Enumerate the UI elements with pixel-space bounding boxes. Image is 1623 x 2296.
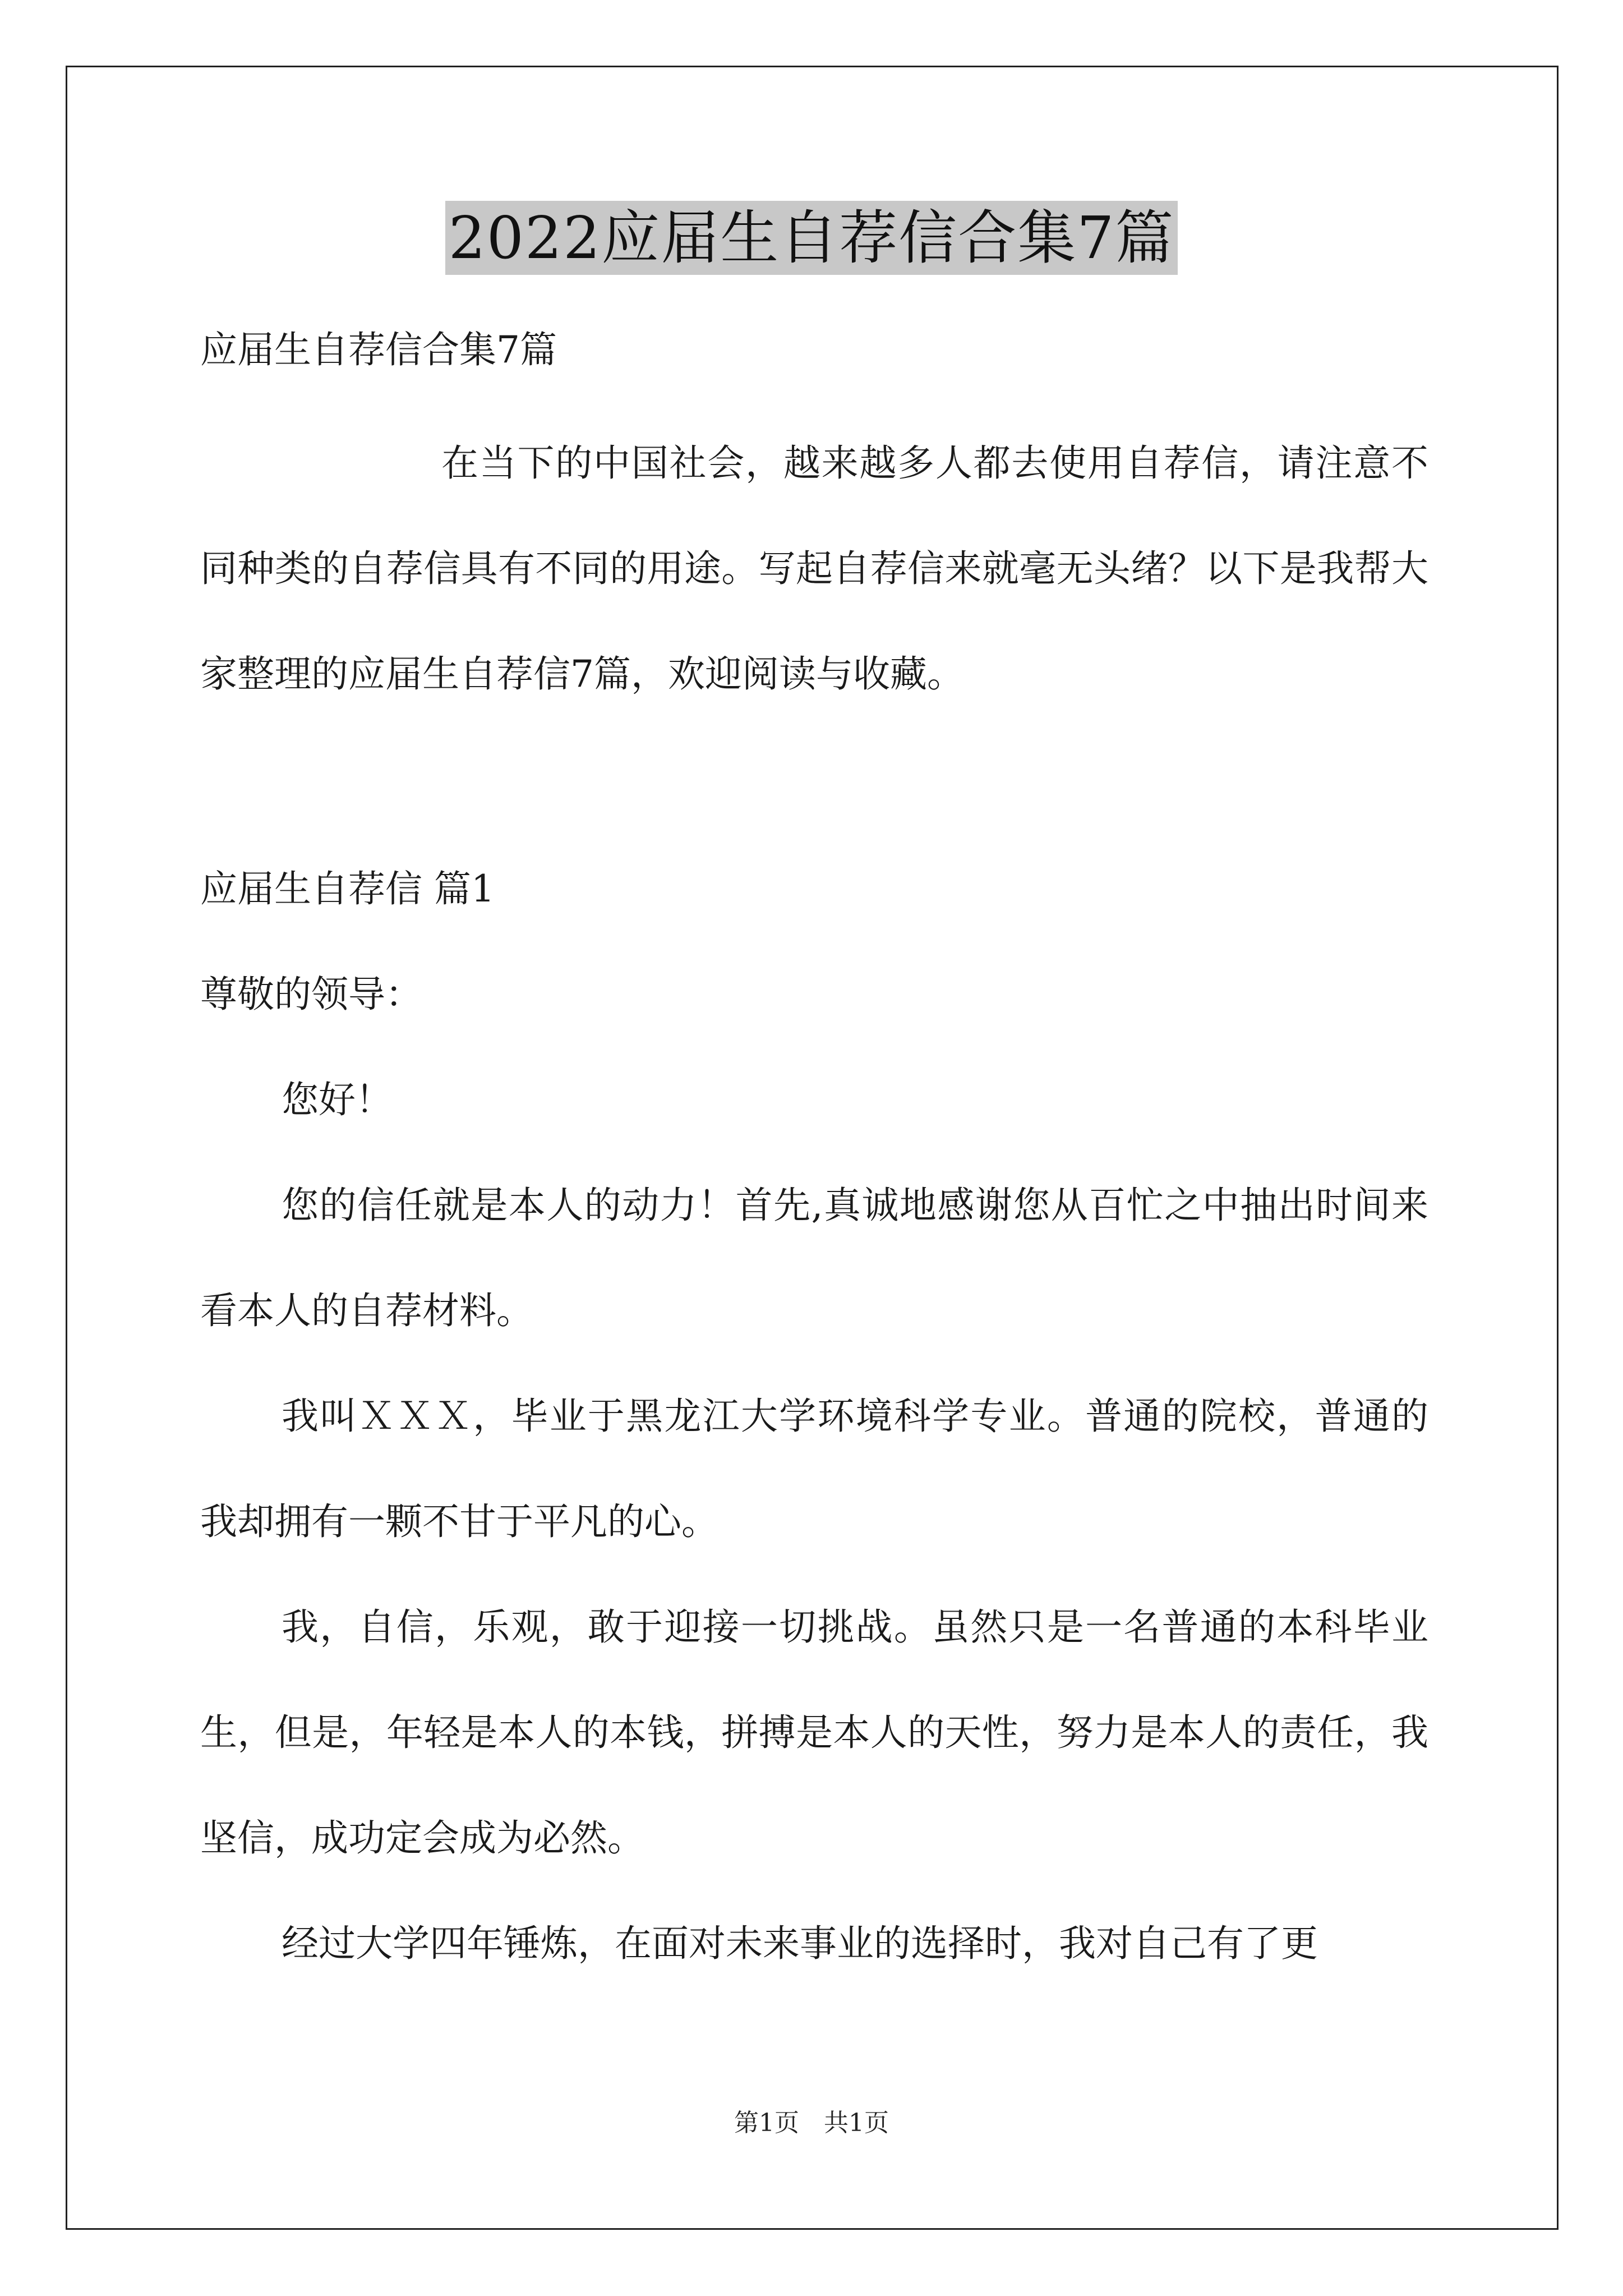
body-paragraph: 我叫ＸＸＸ，毕业于黑龙江大学环境科学专业。普通的院校，普通的我却拥有一颗不甘于平凡的心。 — [200, 1395, 1428, 1543]
title-container — [0, 201, 1623, 275]
intro-paragraph: 在当下的中国社会，越来越多人都去使用自荐信，请注意不同种类的自荐信具有不同的用途。写起自荐信来就毫无头绪？以下是我帮大家整理的应届生自荐信7篇，欢迎阅读与收藏。 — [200, 441, 1428, 696]
body-paragraph: 经过大学四年锤炼，在面对未来事业的选择时，我对自己有了更 — [282, 1922, 1318, 1965]
page-footer: 第1页 共1页 — [734, 2109, 889, 2137]
section-heading: 应届生自荐信 篇1 — [200, 867, 495, 910]
document-subtitle: 应届生自荐信合集7篇 — [200, 328, 557, 371]
salutation: 尊敬的领导： — [200, 973, 422, 1016]
greeting: 您好！ — [282, 1078, 393, 1121]
body-paragraph: 我，自信，乐观，敢于迎接一切挑战。虽然只是一名普通的本科毕业生，但是，年轻是本人的本钱，拼搏是本人的天性，努力是本人的责任，我坚信，成功定会成为必然。 — [200, 1605, 1428, 1860]
document-title: 2022应届生自荐信合集7篇 — [445, 201, 1178, 275]
document-body — [200, 297, 1428, 1996]
body-paragraph: 您的信任就是本人的动力！首先,真诚地感谢您从百忙之中抽出时间来看本人的自荐材料。 — [200, 1184, 1428, 1332]
